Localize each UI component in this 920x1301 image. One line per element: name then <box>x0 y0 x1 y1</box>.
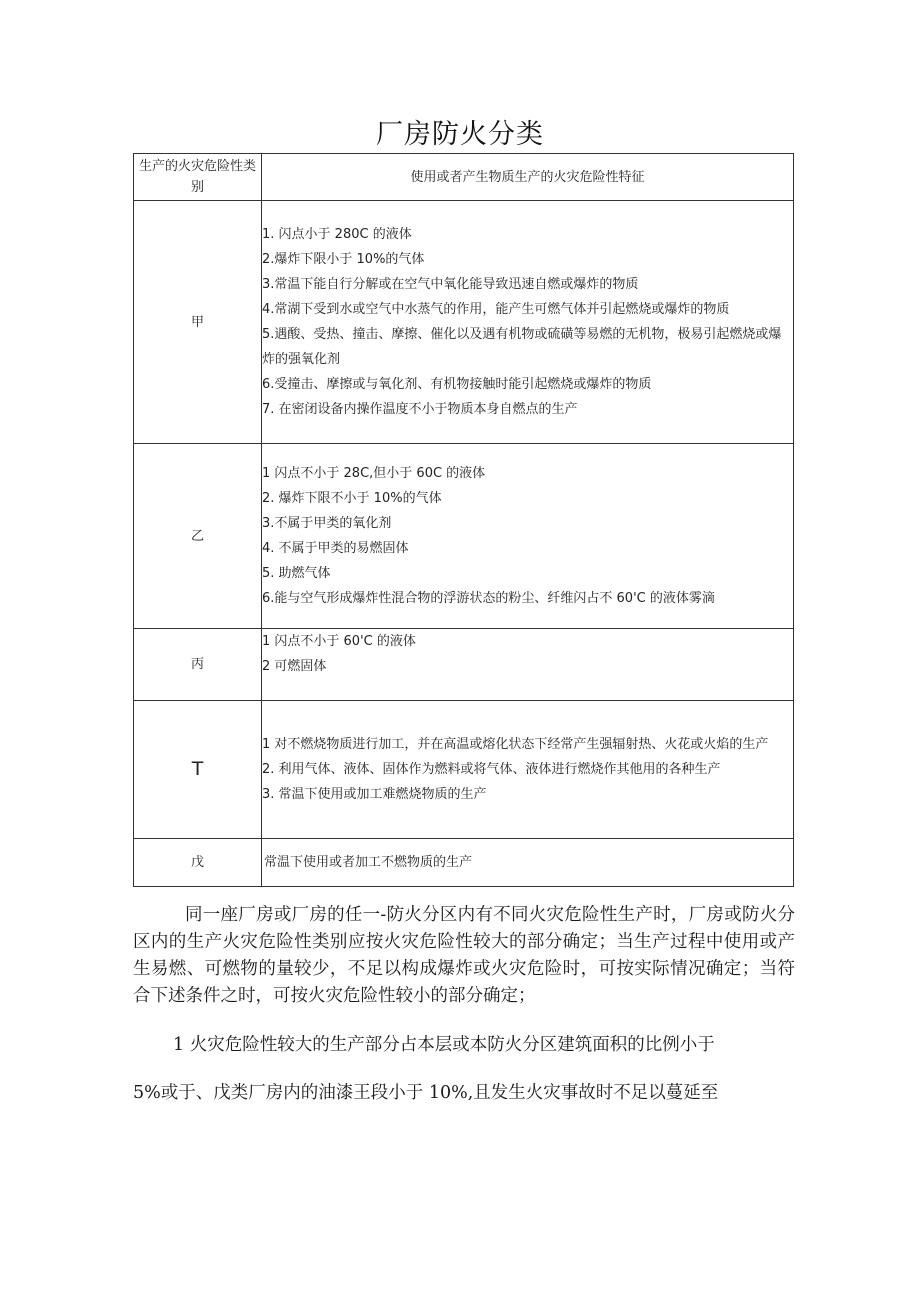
hazard-feature-cell <box>262 201 794 444</box>
hazard-class-cell: 甲 <box>134 201 262 444</box>
feature-item: 1 闪点不小于 60'C 的液体 <box>262 634 416 649</box>
hazard-class-cell: 戊 <box>134 839 262 887</box>
body-paragraph: 5%或于、戊类厂房内的油漆王段小于 10%,且发生火灾事故时不足以蔓延至 <box>133 1083 719 1103</box>
feature-item: 1 闪点不小于 28C,但小于 60C 的液体 <box>262 466 486 481</box>
feature-item: 6.能与空气形成爆炸性混合物的浮游状态的粉尘、纤维闪占不 60'C 的液体雾滴 <box>262 591 715 606</box>
feature-item: 3.不属于甲类的氧化剂 <box>262 516 392 531</box>
feature-item: 6.受撞击、摩擦或与氧化剂、有机物接触时能引起燃烧或爆炸的物质 <box>262 377 652 392</box>
feature-item: 1. 闪点小于 280C 的液体 <box>262 227 412 242</box>
header-hazard-features: 使用或者产生物质生产的火灾危险性特征 <box>262 154 794 201</box>
feature-item: 4. 不属于甲类的易燃固体 <box>262 541 409 556</box>
table-row <box>134 629 794 701</box>
hazard-class-cell: 乙 <box>134 444 262 629</box>
hazard-class-cell: 丙 <box>134 629 262 701</box>
feature-item: 5. 助燃气体 <box>262 566 331 581</box>
fire-hazard-table <box>133 153 794 887</box>
feature-item: 2. 利用气体、液体、固体作为燃料或将气体、液体进行燃烧作其他用的各种生产 <box>262 762 721 777</box>
feature-item: 3.常温下能自行分解或在空气中氧化能导致迅速自燃或爆炸的物质 <box>262 277 639 292</box>
hazard-feature-cell <box>262 629 794 701</box>
feature-item: 常温下使用或者加工不燃物质的生产 <box>264 855 473 870</box>
feature-item: 5.遇酸、受热、撞击、摩擦、催化以及遇有机物或硫磺等易燃的无机物，极易引起燃烧或爆炸的强氧化剂 <box>262 327 782 367</box>
feature-item: 2 可燃固体 <box>262 659 327 674</box>
feature-item: 2.爆炸下限小于 10%的气体 <box>262 252 425 267</box>
page-title: 厂房防火分类 <box>376 119 544 150</box>
hazard-feature-cell <box>262 701 794 839</box>
table-row <box>134 444 794 629</box>
hazard-class-cell: T <box>134 701 262 839</box>
feature-item: 3. 常温下使用或加工难燃烧物质的生产 <box>262 787 487 802</box>
header-hazard-class: 生产的火灾危险性类别 <box>134 154 262 201</box>
table-row <box>134 839 794 887</box>
feature-item: 1 对不燃烧物质进行加工，并在高温或熔化状态下经常产生强辐射热、火花或火焰的生产 <box>262 737 769 752</box>
feature-item: 7. 在密闭设备内操作温度不小于物质本身自燃点的生产 <box>262 402 578 417</box>
hazard-feature-cell <box>262 444 794 629</box>
table-row <box>134 201 794 444</box>
table-row <box>134 701 794 839</box>
table-header-row <box>134 154 794 201</box>
hazard-feature-cell <box>262 839 794 887</box>
feature-item: 2. 爆炸下限不小于 10%的气体 <box>262 491 442 506</box>
feature-item: 4.常湖下受到水或空气中水蒸气的作用，能产生可燃气体并引起燃烧或爆炸的物质 <box>262 302 730 317</box>
body-paragraph: 同一座厂房或厂房的任一-防火分区内有不同火灾危险性生产时，厂房或防火分区内的生产火灾危险性类别应按火灾危险性较大的部分确定；当生产过程中使用或产生易燃、可燃物的量较少，不足以构成爆炸或火灾危险时，可按实际情况确定；当符合下述条件之时，可按火灾危险性较小的部分确定； <box>133 905 795 1006</box>
body-paragraph: 1 火灾危险性较大的生产部分占本层或本防火分区建筑面积的比例小于 <box>173 1035 715 1055</box>
